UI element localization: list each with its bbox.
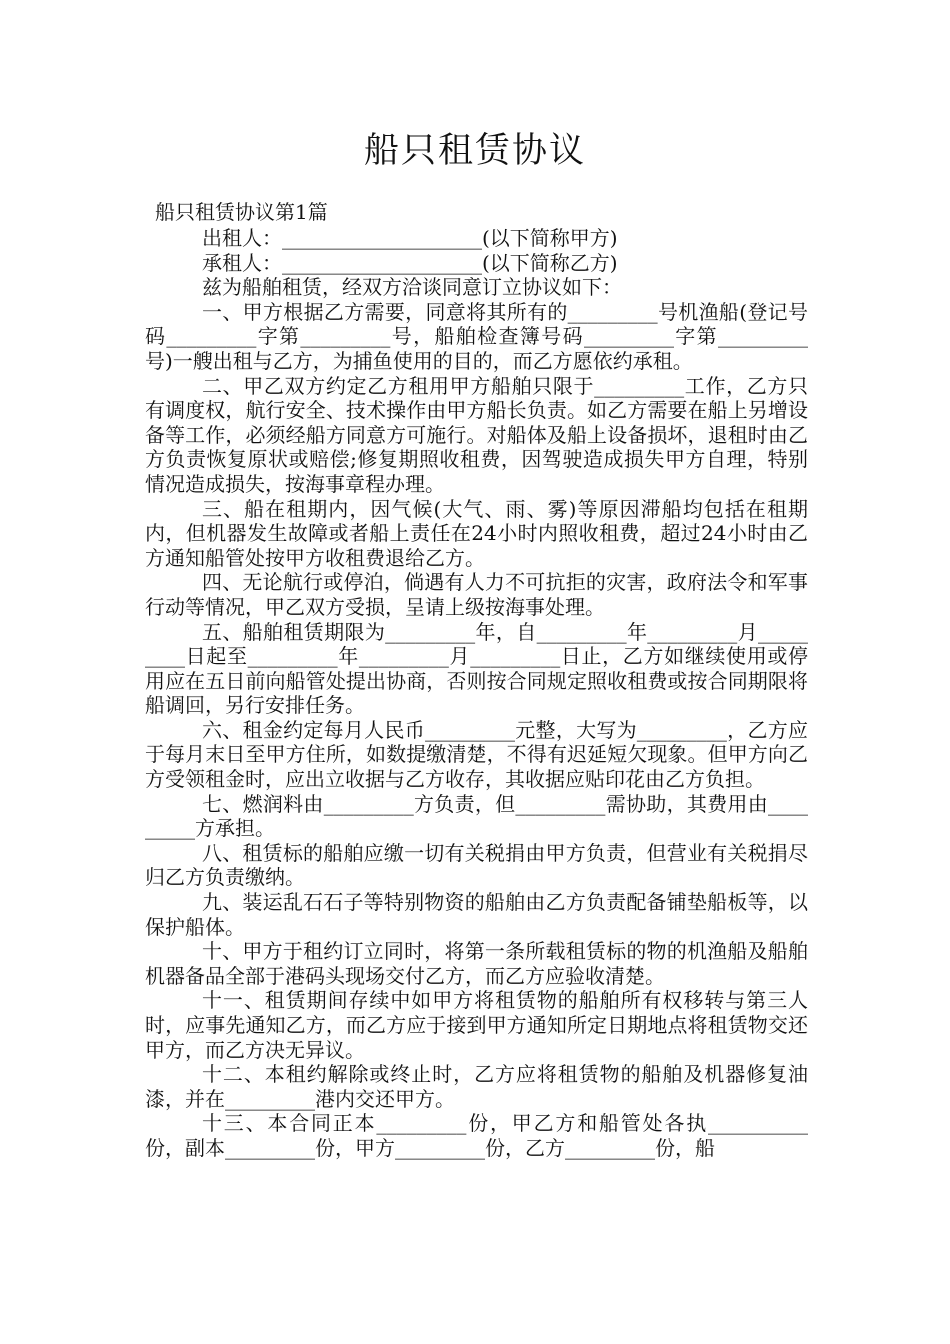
clause-2: 二、甲乙双方约定乙方租用甲方船舶只限于_________工作，乙方只有调度权，航行安全、技术操作由甲方船长负责。如乙方需要在船上另增设备等工作，必须经船方同意方可施行。对船体及船上设备损坏，退租时由乙方负责恢复原状或赔偿;修复期照收租费，因驾驶造成损失甲方自理，特别情况造成损失，按海事章程办理。 <box>145 373 808 496</box>
document-body <box>145 226 808 1161</box>
lessee-line: 承租人：____________________(以下简称乙方) <box>202 250 618 275</box>
clause-7: 七、燃润料由_________方负责，但_________需协助，其费用由_________方承担。 <box>145 791 808 841</box>
clause-13: 十三、本合同正本_________份，甲乙方和船管处各执__________份，副本_________份，甲方_________份，乙方_________份，船 <box>145 1111 808 1160</box>
intro-paragraph: 兹为船舶租赁，经双方洽谈同意订立协议如下： <box>202 275 622 300</box>
clause-9: 九、装运乱石石子等特别物资的船舶由乙方负责配备铺垫船板等，以保护船体。 <box>145 890 808 939</box>
clause-10: 十、甲方于租约订立同时，将第一条所载租赁标的物的机渔船及船舶机器备品全部于港码头现场交付乙方，而乙方应验收清楚。 <box>145 939 808 988</box>
clause-1: 一、甲方根据乙方需要，同意将其所有的_________号机渔船(登记号码_________字第_________号，船舶检查簿号码_________字第_________号)一艘出租与乙方，为捕鱼使用的目的，而乙方愿依约承租。 <box>145 299 808 373</box>
lessor-line: 出租人：____________________(以下简称甲方) <box>202 226 618 250</box>
article-heading: 船只租赁协议第1篇 <box>155 200 328 224</box>
clause-11: 十一、租赁期间存续中如甲方将租赁物的船舶所有权移转与第三人时，应事先通知乙方，而乙方应于接到甲方通知所定日期地点将租赁物交还甲方，而乙方决无异议。 <box>145 988 808 1062</box>
clause-8: 八、租赁标的船舶应缴一切有关税捐由甲方负责，但营业有关税捐尽归乙方负责缴纳。 <box>145 840 808 890</box>
page-title: 船只租赁协议 <box>363 131 586 171</box>
clause-12: 十二、本租约解除或终止时，乙方应将租赁物的船舶及机器修复油漆，并在_________港内交还甲方。 <box>145 1062 808 1111</box>
clause-6: 六、租金约定每月人民币_________元整，大写为_________，乙方应于每月末日至甲方住所，如数提缴清楚，不得有迟延短欠现象。但甲方向乙方受领租金时，应出立收据与乙方收存，其收据应贴印花由乙方负担。 <box>145 717 808 792</box>
clause-3: 三、船在租期内，因气候(大气、雨、雾)等原因滞船均包括在租期内，但机器发生故障或者船上责任在24小时内照收租费，超过24小时由乙方通知船管处按甲方收租费退给乙方。 <box>145 496 808 570</box>
clause-4: 四、无论航行或停泊，倘遇有人力不可抗拒的灾害，政府法令和军事行动等情况，甲乙双方受损，呈请上级按海事处理。 <box>145 570 808 619</box>
clause-5: 五、船舶租赁期限为_________年，自_________年_________月_________日起至_________年_________月_________日止，乙方如继续使用或停用应在五日前向船管处提出协商，否则按合同规定照收租费或按合同期限将船调回，另行安排任务。 <box>145 619 808 718</box>
